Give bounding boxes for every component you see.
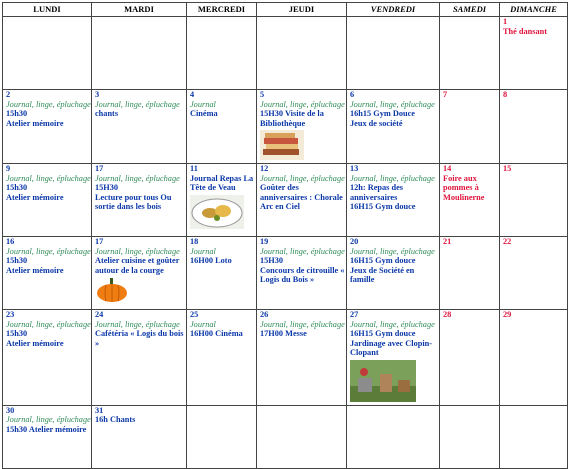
daily-activities: Journal, linge, épluchage xyxy=(6,173,91,183)
day-number: 22 xyxy=(503,236,512,246)
day-cell xyxy=(3,236,92,309)
event-text: Thé dansant xyxy=(503,26,548,36)
daily-activities: Journal, linge, épluchage xyxy=(95,173,180,183)
day-cell xyxy=(500,163,568,236)
day-number: 24 xyxy=(95,309,104,319)
day-cell xyxy=(187,90,257,164)
daily-activities: Journal, linge, épluchage xyxy=(6,99,91,109)
day-cell xyxy=(440,17,500,90)
day-number: 12 xyxy=(260,163,269,173)
event-text: Lecture pour tous Ou sortie dans les bois xyxy=(95,192,172,212)
day-cell xyxy=(440,163,500,236)
day-number: 8 xyxy=(503,90,508,99)
day-cell xyxy=(347,309,440,405)
header-mercredi: MERCREDI xyxy=(187,3,257,17)
day-number: 1 xyxy=(503,17,508,26)
day-number: 19 xyxy=(260,236,269,246)
day-number: 31 xyxy=(95,405,104,415)
event-text: Cinéma xyxy=(190,109,218,119)
day-number: 21 xyxy=(443,236,452,246)
day-number: 17 xyxy=(95,236,104,246)
daily-activities: Journal, linge, épluchage xyxy=(260,173,345,183)
day-cell xyxy=(347,90,440,164)
event-text: Atelier mémoire xyxy=(6,338,64,348)
daily-activities: Journal, linge, épluchage xyxy=(260,99,345,109)
daily-activities: Journal, linge, épluchage xyxy=(350,99,435,109)
header-dimanche: DIMANCHE xyxy=(500,3,568,17)
day-cell xyxy=(500,236,568,309)
day-cell xyxy=(500,17,568,90)
event-text: 15h30 xyxy=(6,183,28,193)
day-cell xyxy=(92,90,187,164)
event-text: Atelier cuisine et goûter autour de la courge xyxy=(95,256,180,275)
event-text: 15H30 xyxy=(260,256,284,266)
day-cell xyxy=(440,309,500,405)
event-text: 16H15 Gym douce xyxy=(350,256,416,266)
week-row xyxy=(3,163,568,236)
event-text: 12h: Repas des anniversaires xyxy=(350,183,404,202)
day-number: 28 xyxy=(443,309,452,319)
event-text: 16H00 Cinéma xyxy=(190,329,243,339)
day-cell xyxy=(187,405,257,468)
event-text: chants xyxy=(95,109,119,119)
week-row xyxy=(3,309,568,405)
day-number: 26 xyxy=(260,309,269,319)
event-text: Jeux de société xyxy=(350,118,403,128)
event-text: 15h30 xyxy=(6,256,28,266)
day-number: 17 xyxy=(95,163,104,173)
event-text: 16H15 Gym douce xyxy=(350,329,416,339)
food-image xyxy=(190,195,256,232)
event-text: Atelier mémoire xyxy=(6,192,64,202)
week-row xyxy=(3,405,568,468)
pumpkin-image xyxy=(95,277,186,306)
event-text: 16H15 Gym douce xyxy=(350,202,416,212)
event-text: Atelier mémoire xyxy=(6,118,64,128)
event-text: Journal Repas La Tête de Veau xyxy=(190,173,254,193)
day-cell xyxy=(440,90,500,164)
day-cell xyxy=(257,405,347,468)
event-text: Concours de citrouille « Logis du Bois » xyxy=(260,265,345,285)
day-cell xyxy=(257,17,347,90)
event-text: Goûter des anniversaires : Chorale Arc en Ciel xyxy=(260,183,343,212)
day-cell xyxy=(3,163,92,236)
day-cell xyxy=(92,236,187,309)
event-text: 16h15 Gym Douce xyxy=(350,109,415,119)
event-text: 15h30 xyxy=(6,329,28,339)
day-number: 7 xyxy=(443,90,448,99)
week-row xyxy=(3,17,568,90)
calendar-table xyxy=(2,2,568,469)
day-cell xyxy=(187,163,257,236)
daily-activities: Journal xyxy=(190,99,216,109)
header-samedi: SAMEDI xyxy=(440,3,500,17)
daily-activities: Journal, linge, épluchage xyxy=(260,246,345,256)
event-text: Cafétéria « Logis du bois » xyxy=(95,329,184,348)
daily-activities: Journal, linge, épluchage xyxy=(350,173,435,183)
day-cell xyxy=(3,90,92,164)
header-mardi: MARDI xyxy=(92,3,187,17)
day-number: 23 xyxy=(6,309,15,319)
daily-activities: Journal, linge, épluchage xyxy=(6,319,91,329)
day-number: 13 xyxy=(350,163,359,173)
day-number: 20 xyxy=(350,236,359,246)
daily-activities: Journal, linge, épluchage xyxy=(350,319,435,329)
day-number: 30 xyxy=(6,405,15,415)
day-cell xyxy=(257,90,347,164)
event-text: 15H30 xyxy=(95,183,119,193)
week-row xyxy=(3,90,568,164)
day-cell xyxy=(92,163,187,236)
event-text: 16h Chants xyxy=(95,415,136,425)
event-text: 15h30 xyxy=(6,109,28,119)
day-cell xyxy=(92,309,187,405)
day-cell xyxy=(3,17,92,90)
garden-image xyxy=(350,360,439,405)
daily-activities: Journal xyxy=(190,246,216,256)
day-cell xyxy=(440,236,500,309)
header-vendredi: VENDREDI xyxy=(347,3,440,17)
day-cell xyxy=(257,236,347,309)
day-number: 29 xyxy=(503,309,512,319)
event-text: 16H00 Loto xyxy=(190,256,232,266)
event-text: Foire aux pommes à Moulinerne xyxy=(443,173,485,202)
day-cell xyxy=(500,309,568,405)
day-cell xyxy=(187,17,257,90)
day-cell xyxy=(347,405,440,468)
day-cell xyxy=(3,405,92,468)
day-number: 11 xyxy=(190,163,198,173)
day-cell xyxy=(500,90,568,164)
books-image xyxy=(260,130,346,163)
day-cell xyxy=(257,309,347,405)
daily-activities: Journal, linge, épluchage xyxy=(350,246,435,256)
day-number: 16 xyxy=(6,236,15,246)
calendar-body xyxy=(3,17,568,469)
day-cell xyxy=(347,236,440,309)
day-cell xyxy=(440,405,500,468)
day-number: 4 xyxy=(190,90,195,99)
event-text: 15H30 Visite de la Bibliothèque xyxy=(260,109,324,128)
day-number: 6 xyxy=(350,90,355,99)
day-number: 27 xyxy=(350,309,359,319)
day-number: 2 xyxy=(6,90,11,99)
daily-activities: Journal, linge, épluchage xyxy=(95,319,180,329)
daily-activities: Journal, linge, épluchage xyxy=(6,415,91,425)
event-text: Atelier mémoire xyxy=(6,265,64,275)
header-jeudi: JEUDI xyxy=(257,3,347,17)
day-number: 3 xyxy=(95,90,100,99)
event-text: 15h30 Atelier mémoire xyxy=(6,424,87,434)
week-row xyxy=(3,236,568,309)
day-cell xyxy=(92,405,187,468)
day-cell xyxy=(257,163,347,236)
event-text: Jardinage avec Clopin-Clopant xyxy=(350,338,433,358)
day-number: 5 xyxy=(260,90,265,99)
header-lundi: LUNDI xyxy=(3,3,92,17)
day-cell xyxy=(3,309,92,405)
day-number: 25 xyxy=(190,309,199,319)
day-cell xyxy=(187,236,257,309)
event-text: Jeux de Société en famille xyxy=(350,265,415,285)
day-number: 18 xyxy=(190,236,199,246)
day-number: 15 xyxy=(503,163,512,173)
event-text: 17H00 Messe xyxy=(260,329,307,339)
day-cell xyxy=(92,17,187,90)
daily-activities: Journal xyxy=(190,319,216,329)
day-cell xyxy=(347,17,440,90)
daily-activities: Journal, linge, épluchage xyxy=(95,246,180,256)
daily-activities: Journal, linge, épluchage xyxy=(6,246,91,256)
daily-activities: Journal, linge, épluchage xyxy=(260,319,345,329)
header-row xyxy=(3,3,568,17)
day-cell xyxy=(187,309,257,405)
day-number: 14 xyxy=(443,163,452,173)
day-cell xyxy=(500,405,568,468)
day-cell xyxy=(347,163,440,236)
day-number: 9 xyxy=(6,163,11,173)
daily-activities: Journal, linge, épluchage xyxy=(95,99,180,109)
